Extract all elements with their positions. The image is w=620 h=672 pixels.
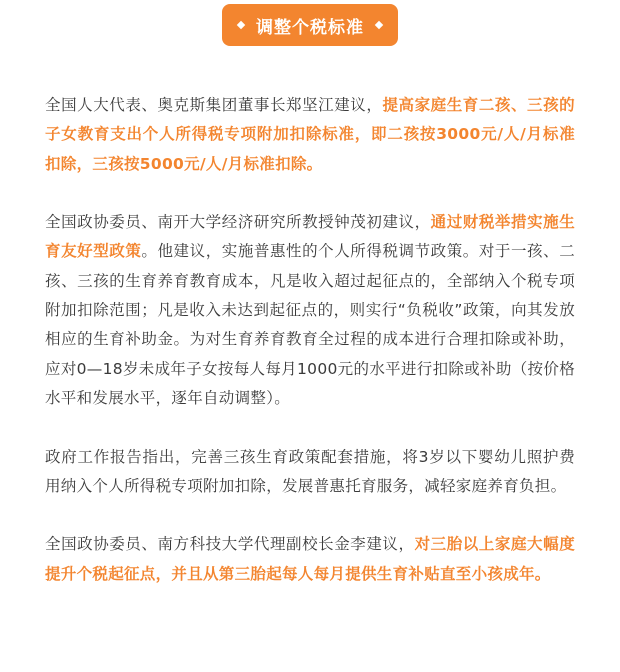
paragraph-2 bbox=[45, 208, 575, 413]
section-header bbox=[0, 4, 620, 46]
paragraph-4 bbox=[45, 530, 575, 589]
section-title: 调整个税标准 bbox=[256, 17, 364, 38]
highlight-text: 对三胎以上家庭大幅度提升个税起征点，并且从第三胎起每人每月提供生育补贴直至小孩成年。 bbox=[45, 535, 575, 583]
right-diamond-icon bbox=[375, 21, 383, 29]
paragraph-text: 政府工作报告指出，完善三孩生育政策配套措施，将3岁以下婴幼儿照护费用纳入个人所得税专项附加扣除，发展普惠托育服务，减轻家庭养育负担。 bbox=[45, 447, 575, 495]
section-title-badge bbox=[222, 4, 398, 46]
paragraph-1 bbox=[45, 91, 575, 179]
highlight-text: 提高家庭生育二孩、三孩的子女教育支出个人所得税专项附加扣除标准，即二孩按3000元/人/月标准扣除，三孩按5000元/人/月标准扣除。 bbox=[45, 96, 575, 173]
article-body bbox=[45, 91, 575, 618]
paragraph-text: 全国政协委员、南方科技大学代理副校长金李建议， bbox=[45, 535, 415, 554]
left-diamond-icon bbox=[237, 21, 245, 29]
paragraph-text: 全国人大代表、奥克斯集团董事长郑坚江建议， bbox=[45, 96, 383, 114]
paragraph-3 bbox=[45, 443, 575, 502]
paragraph-text: 。他建议，实施普惠性的个人所得税调节政策。对于一孩、二孩、三孩的生育养育教育成本，凡是收入超过起征点的，全部纳入个税专项附加扣除范围；凡是收入未达到起征点的，则实行“负税收”政策，向其发放相应的生育补助金。为对生育养育教育全过程的成本进行合理扣除或补助，应对0—18岁未成年子女按每人每月1000元的水平进行扣除或补助（按价格水平和发展水平，逐年自动调整）。 bbox=[45, 242, 575, 407]
highlight-text: 通过财税举措实施生育友好型政策 bbox=[45, 213, 576, 261]
paragraph-text: 全国政协委员、南开大学经济研究所教授钟茂初建议， bbox=[45, 213, 431, 232]
